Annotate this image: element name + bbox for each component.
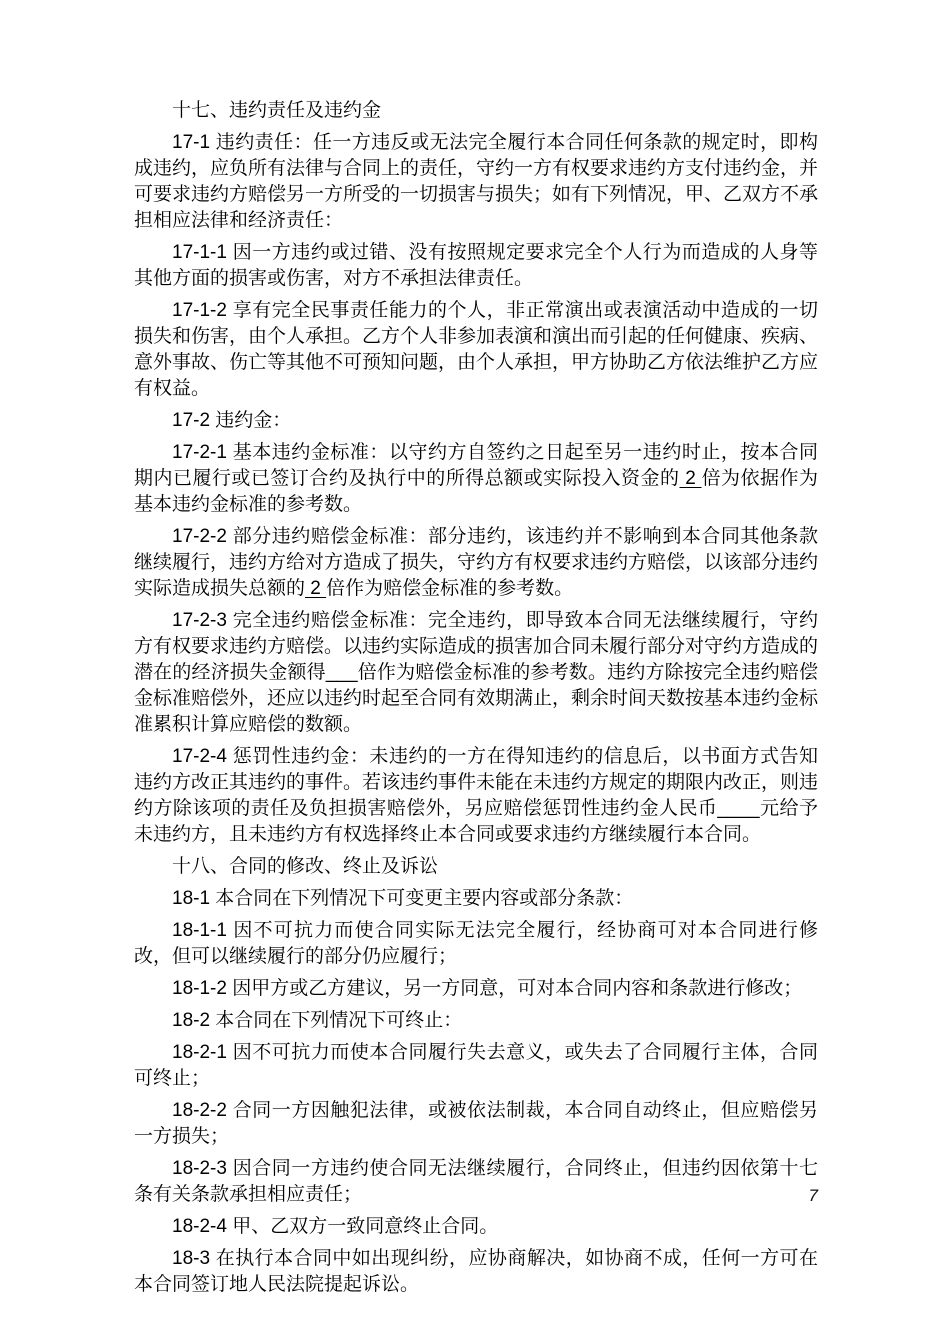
- text-run: 18-1-1 因不可抗力而使合同实际无法完全履行，经协商可对本合同进行修改，但可以继续履行的部分仍应履行；: [134, 920, 818, 967]
- clause-18-1: [134, 886, 818, 912]
- clause-18-2-4: [134, 1214, 818, 1240]
- text-run: 倍作为赔偿金标准的参考数。: [326, 578, 574, 599]
- text-run: 元给予未违约方，且未违约方有权选择终止本合同或要求违约方继续履行本合同。: [134, 798, 818, 845]
- text-run: 十八、合同的修改、终止及诉讼: [172, 856, 439, 877]
- text-run: 18-2-2 合同一方因触犯法律，或被依法制裁，本合同自动终止，但应赔偿另一方损失；: [134, 1100, 818, 1147]
- text-run: 十七、违约责任及违约金: [172, 100, 382, 121]
- text-run: 18-2-1 因不可抗力而使本合同履行失去意义，或失去了合同履行主体，合同可终止；: [134, 1042, 818, 1089]
- clause-18-2-1: [134, 1040, 818, 1092]
- clause-18-2-2: [134, 1098, 818, 1150]
- clause-18-2: [134, 1008, 818, 1034]
- section-17-heading: [134, 98, 818, 124]
- clause-18-1-2: [134, 976, 818, 1002]
- fill-in-blank: ___: [325, 662, 358, 683]
- text-run: 17-2-4 惩罚性违约金：未违约的一方在得知违约的信息后，以书面方式告知违约方改正其违约的事件。若该违约事件未能在未违约方规定的期限内改正，则违约方除该项的责任及负担损害赔偿外，另应赔偿惩罚性违约金人民币: [134, 746, 819, 819]
- text-run: 18-3 在执行本合同中如出现纠纷，应协商解决，如协商不成，任何一方可在本合同签订地人民法院提起诉讼。: [134, 1248, 818, 1295]
- text-run: 18-2 本合同在下列情况下可终止：: [172, 1010, 463, 1031]
- clause-17-2-2: [134, 524, 818, 602]
- text-run: 2: [679, 468, 702, 489]
- text-run: 倍作为赔偿金标准的参考数。违约方除按完全违约赔偿金标准赔偿外，还应以违约时起至合同有效期满止，剩余时间天数按基本违约金标准累积计算应赔偿的数额。: [134, 662, 819, 735]
- text-run: 17-1 违约责任：任一方违反或无法完全履行本合同任何条款的规定时，即构成违约，应负所有法律与合同上的责任，守约一方有权要求违约方支付违约金，并可要求违约方赔偿另一方所受的一切损害与损失；如有下列情况，甲、乙双方不承担相应法律和经济责任：: [134, 132, 819, 231]
- text-run: 17-2-1 基本违约金标准：以守约方自签约之日起至另一违约时止，按本合同期内已履行或已签订合约及执行中的所得总额或实际投入资金的: [134, 442, 818, 489]
- text-run: 18-2-3 因合同一方违约使合同无法继续履行，合同终止，但违约因依第十七条有关条款承担相应责任；: [134, 1158, 818, 1205]
- text-run: 17-2-3 完全违约赔偿金标准：完全违约，即导致本合同无法继续履行，守约方有权要求违约方赔偿。以违约实际造成的损害加合同未履行部分对守约方造成的潜在的经济损失金额得: [134, 610, 819, 683]
- clause-17-1-2: [134, 298, 818, 402]
- text-run: 17-2-2 部分违约赔偿金标准：部分违约，该违约并不影响到本合同其他条款继续履行，违约方给对方造成了损失，守约方有权要求违约方赔偿，以该部分违约实际造成损失总额的: [134, 526, 819, 599]
- text-run: 17-2 违约金：: [172, 410, 292, 431]
- text-run: 18-1 本合同在下列情况下可变更主要内容或部分条款：: [172, 888, 634, 909]
- text-run: 17-1-1 因一方违约或过错、没有按照规定要求完全个人行为而造成的人身等其他方面的损害或伤害，对方不承担法律责任。: [134, 242, 818, 289]
- text-run: 18-2-4 甲、乙双方一致同意终止合同。: [172, 1216, 499, 1237]
- section-18-heading: [134, 854, 818, 880]
- clause-18-3: [134, 1246, 818, 1298]
- clause-17-2-1: [134, 440, 818, 518]
- clause-17-2-3: [134, 608, 818, 738]
- text-run: 18-1-2 因甲方或乙方建议，另一方同意，可对本合同内容和条款进行修改；: [172, 978, 803, 999]
- clause-18-1-1: [134, 918, 818, 970]
- text-run: 倍为依据作为基本违约金标准的参考数。: [134, 468, 818, 515]
- text-run: 17-1-2 享有完全民事责任能力的个人，非正常演出或表演活动中造成的一切损失和伤害，由个人承担。乙方个人非参加表演和演出而引起的任何健康、疾病、意外事故、伤亡等其他不可预知问题，由个人承担，甲方协助乙方依法维护乙方应有权益。: [134, 300, 819, 399]
- clause-17-1: [134, 130, 818, 234]
- page-footer: [134, 1186, 818, 1206]
- clause-17-2: [134, 408, 818, 434]
- fill-in-blank: ____: [717, 798, 760, 819]
- clause-17-2-4: [134, 744, 818, 848]
- text-run: 2: [305, 578, 327, 599]
- clause-17-1-1: [134, 240, 818, 292]
- page-number: 7: [808, 1186, 818, 1205]
